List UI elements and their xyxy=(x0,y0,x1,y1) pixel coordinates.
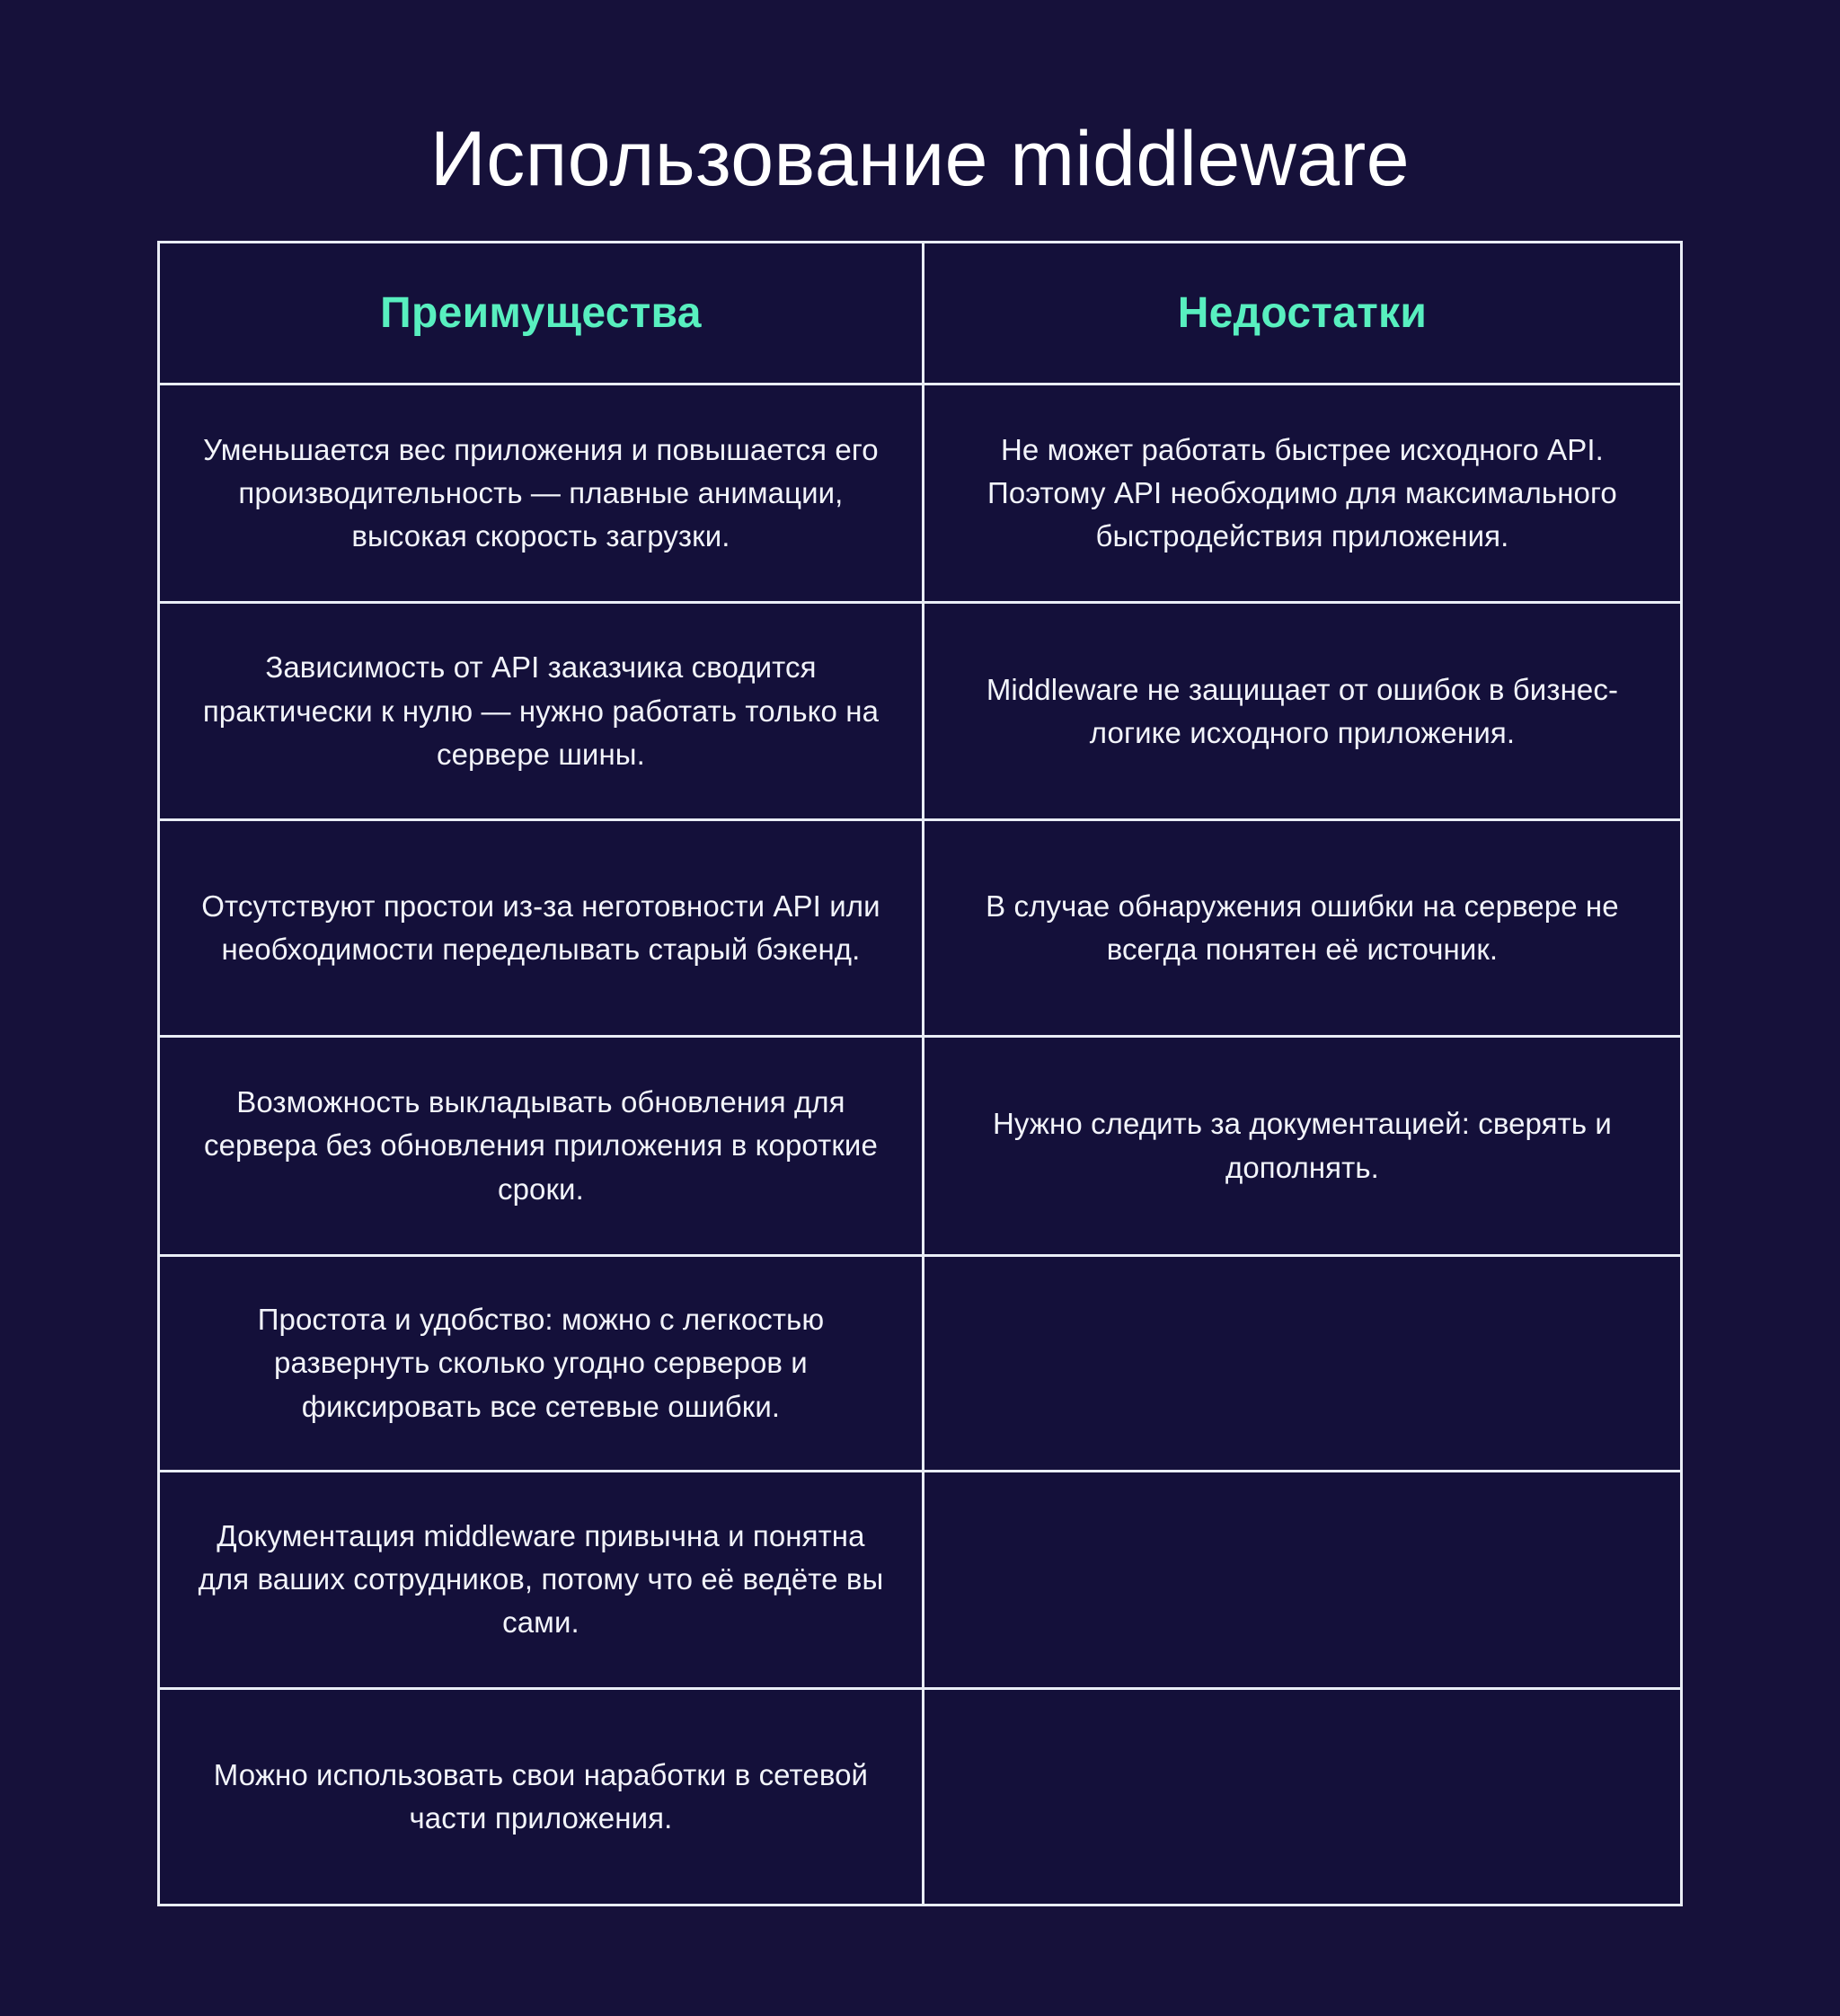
table-row xyxy=(159,1037,1682,1255)
comparison-table-container xyxy=(157,241,1683,1906)
table-row xyxy=(159,1255,1682,1471)
cell-pros-1: Уменьшается вес приложения и повышается его производительность — плавные анимации, высокая скорость загрузки. xyxy=(159,385,924,603)
cell-cons-5 xyxy=(923,1255,1681,1471)
cell-cons-3: В случае обнаружения ошибки на сервере не всегда понятен её источник. xyxy=(923,819,1681,1036)
cell-pros-7: Можно использовать свои наработки в сетевой части приложения. xyxy=(159,1688,924,1905)
column-header-pros: Преимущества xyxy=(159,243,924,385)
cell-cons-6 xyxy=(923,1472,1681,1688)
table-row xyxy=(159,385,1682,603)
cell-cons-4: Нужно следить за документацией: сверять и дополнять. xyxy=(923,1037,1681,1255)
cell-pros-4: Возможность выкладывать обновления для сервера без обновления приложения в короткие сроки. xyxy=(159,1037,924,1255)
table-row xyxy=(159,1688,1682,1905)
cell-pros-5: Простота и удобство: можно с легкостью развернуть сколько угодно серверов и фиксировать все сетевые ошибки. xyxy=(159,1255,924,1471)
table-header-row xyxy=(159,243,1682,385)
table-header xyxy=(159,243,1682,385)
column-header-cons: Недостатки xyxy=(923,243,1681,385)
cell-cons-7 xyxy=(923,1688,1681,1905)
table-row xyxy=(159,819,1682,1036)
table-body xyxy=(159,385,1682,1905)
cell-pros-6: Документация middleware привычна и понятна для ваших сотрудников, потому что её ведёте вы сами. xyxy=(159,1472,924,1688)
cell-pros-2: Зависимость от API заказчика сводится практически к нулю — нужно работать только на сервере шины. xyxy=(159,603,924,819)
page-title: Использование middleware xyxy=(429,115,1411,202)
pros-cons-table xyxy=(157,241,1683,1906)
cell-cons-2: Middleware не защищает от ошибок в бизнес-логике исходного приложения. xyxy=(923,603,1681,819)
table-row xyxy=(159,603,1682,819)
table-row xyxy=(159,1472,1682,1688)
cell-cons-1: Не может работать быстрее исходного API. Поэтому API необходимо для максимального быстродействия приложения. xyxy=(923,385,1681,603)
cell-pros-3: Отсутствуют простои из-за неготовности API или необходимости переделывать старый бэкенд. xyxy=(159,819,924,1036)
